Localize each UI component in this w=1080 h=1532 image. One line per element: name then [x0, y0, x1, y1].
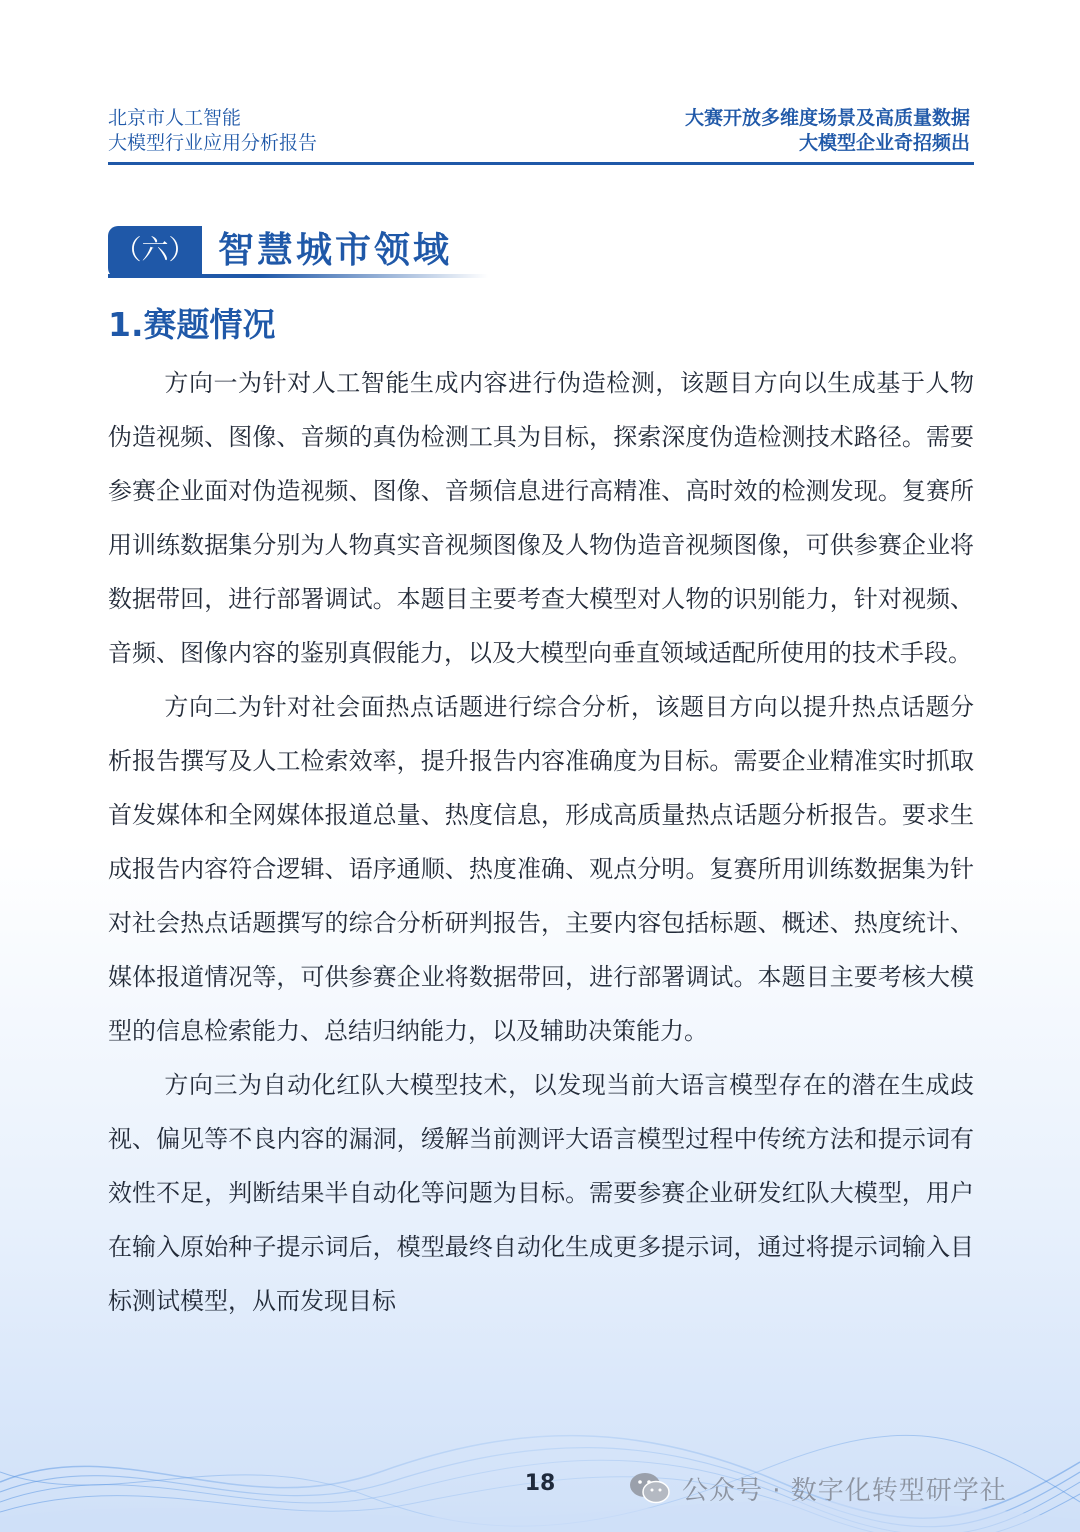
section-number-tab: （六）	[108, 226, 202, 278]
body-text	[108, 356, 974, 1328]
header-right-line1: 大赛开放多维度场景及高质量数据	[684, 107, 970, 129]
header-chapter-title	[685, 106, 970, 156]
header-report-title	[108, 106, 317, 156]
header-left-line1: 北京市人工智能	[108, 107, 242, 129]
paragraph-3: 方向三为自动化红队大模型技术，以发现当前大语言模型存在的潜在生成歧视、偏见等不良内容的漏洞，缓解当前测评大语言模型过程中传统方法和提示词有效性不足，判断结果半自动化等问题为目标。需要参赛企业研发红队大模型，用户在输入原始种子提示词后，模型最终自动化生成更多提示词，通过将提示词输入目标测试模型，从而发现目标	[108, 1071, 974, 1315]
header-left-line2: 大模型行业应用分析报告	[108, 132, 318, 154]
paragraph-1: 方向一为针对人工智能生成内容进行伪造检测，该题目方向以生成基于人物伪造视频、图像、音频的真伪检测工具为目标，探索深度伪造检测技术路径。需要参赛企业面对伪造视频、图像、音频信息进行高精准、高时效的检测发现。复赛所用训练数据集分别为人物真实音视频图像及人物伪造音视频图像，可供参赛企业将数据带回，进行部署调试。本题目主要考查大模型对人物的识别能力，针对视频、音频、图像内容的鉴别真假能力，以及大模型向垂直领域适配所使用的技术手段。	[108, 369, 974, 667]
section-title: 智慧城市领域	[218, 230, 453, 271]
paragraph-2: 方向二为针对社会面热点话题进行综合分析，该题目方向以提升热点话题分析报告撰写及人工检索效率，提升报告内容准确度为目标。需要企业精准实时抓取首发媒体和全网媒体报道总量、热度信息，形成高质量热点话题分析报告。要求生成报告内容符合逻辑、语序通顺、热度准确、观点分明。复赛所用训练数据集为针对社会热点话题撰写的综合分析研判报告，主要内容包括标题、概述、热度统计、媒体报道情况等，可供参赛企业将数据带回，进行部署调试。本题目主要考核大模型的信息检索能力、总结归纳能力，以及辅助决策能力。	[108, 693, 974, 1045]
header-right-line2: 大模型企业奇招频出	[798, 132, 970, 154]
watermark	[628, 1468, 1007, 1508]
wechat-icon	[628, 1471, 672, 1505]
subheading: 1.赛题情况	[108, 305, 276, 344]
header-divider	[108, 162, 974, 165]
watermark-text: 公众号 · 数字化转型研学社	[682, 1475, 1007, 1506]
page-number: 18	[524, 1471, 556, 1496]
section-banner	[108, 226, 488, 278]
